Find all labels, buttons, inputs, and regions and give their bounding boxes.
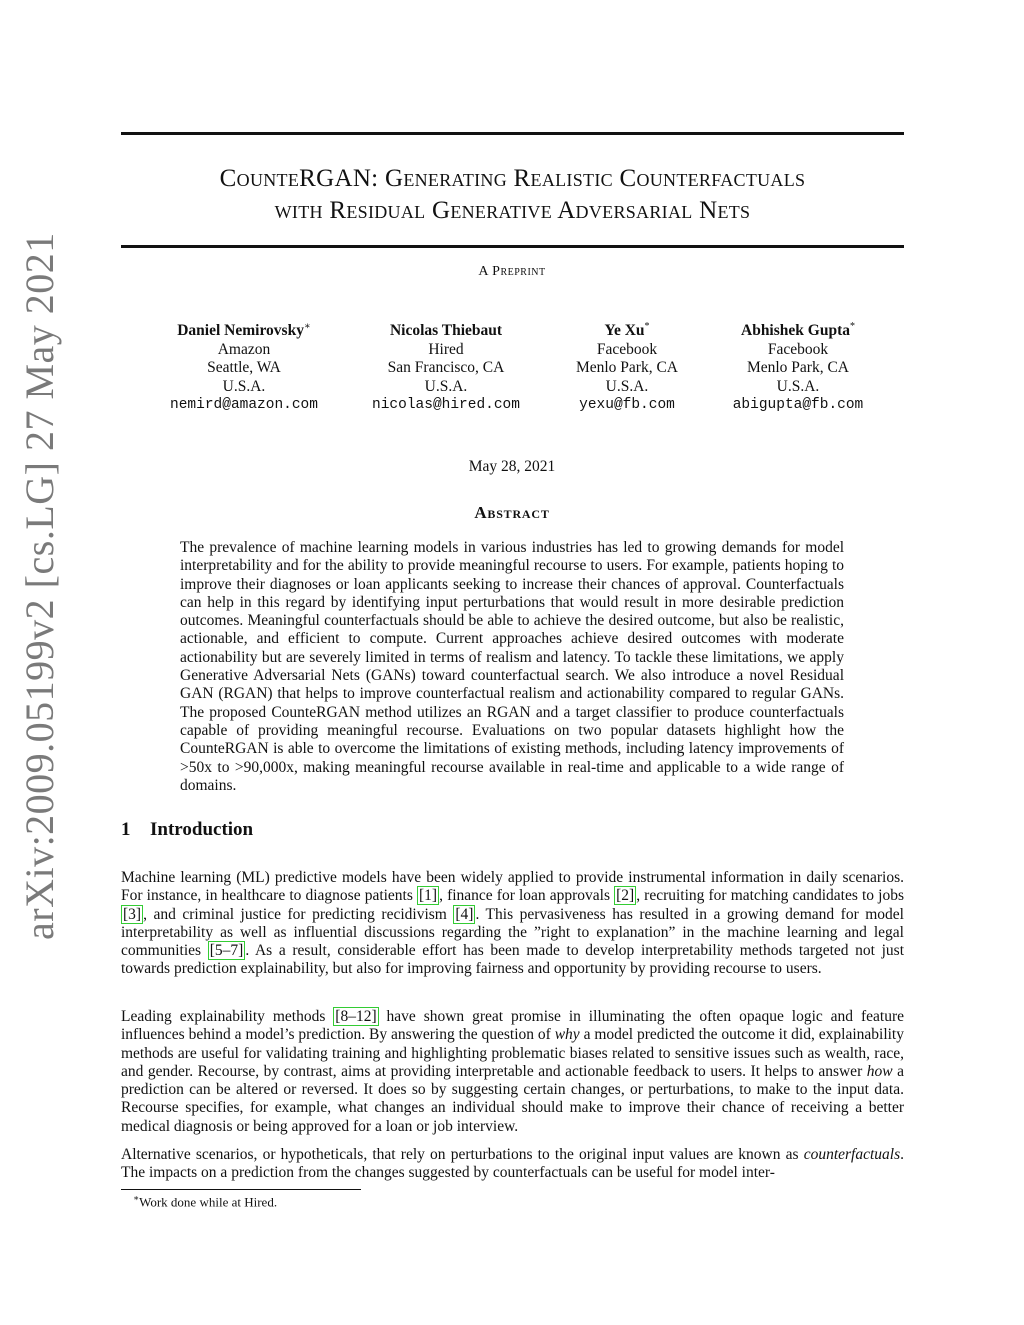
- paragraph: Machine learning (ML) predictive models have been widely applied to provide instrumental information in daily scenarios. For instance, in healthcare to diagnose patients [1] , finance for loan approvals [2] , recruiting for matching candidates to jobs [3] , and criminal justice for predicting recidivism [4] . This pervasiveness has resulted in a growing demand for model interpretability as well as influential discussions regarding the ”right to explanation” in the machine learning and legal communities [5–7] . As a result, considerable effort has been made to develop interpretability methods targeted not just towards prediction explainability, but also for improving fairness and opportunity by providing recourse to users.: [121, 869, 905, 978]
- paragraph: Alternative scenarios, or hypotheticals, that rely on perturbations to the original input values are known as counterfactuals. The impacts on a prediction from the changes suggested by counterfactuals can be useful for model inter-: [121, 1146, 904, 1182]
- citation-link[interactable]: [8–12]: [335, 1008, 377, 1025]
- abstract-text: The prevalence of machine learning models in various industries has led to growing demands for model interpretability and for the ability to provide meaningful recourse to users. For example, patients hoping to improve their diagnoses or loan applicants seeking to increase their chances of approval. Counterfactuals can help in this regard by identifying input perturbations that would result in more desirable prediction outcomes. Meaningful counterfactuals should be able to achieve the desired outcome, but also be realistic, actionable, and efficient to compute. Current approaches achieve desired outcomes with moderate actionability but are severely limited in terms of realism and latency. To tackle these limitations, we apply Generative Adversarial Nets (GANs) toward counterfactual search. We also introduce a novel Residual GAN (RGAN) that helps to improve counterfactual realism and actionability compared to regular GANs. The proposed CounteRGAN method utilizes an RGAN and a target classifier to produce counterfactuals capable of providing meaningful recourse. Evaluations on two popular datasets highlight how the CounteRGAN is able to overcome the limitations of existing methods, including latency improvements of >50x to >90,000x, making meaningful recourse available in real-time and applicable to a wide range of domains.: [180, 539, 844, 794]
- section-heading: [121, 819, 253, 841]
- citation-link[interactable]: [4]: [455, 905, 474, 923]
- citation-link[interactable]: [2]: [616, 887, 635, 905]
- author-email[interactable]: yexu@fb.com: [579, 397, 675, 414]
- citation-link[interactable]: [5–7]: [209, 942, 244, 960]
- arxiv-stamp: arXiv:2009.05199v2 [cs.LG] 27 May 2021: [17, 232, 62, 940]
- author-block: [0, 318, 1024, 418]
- author-email[interactable]: nemird@amazon.com: [170, 397, 318, 414]
- author-country: U.S.A.: [776, 377, 820, 395]
- author-name: Nicolas Thiebaut: [389, 322, 503, 340]
- publication-date: May 28, 2021: [468, 458, 556, 475]
- author-city: San Francisco, CA: [387, 359, 505, 377]
- title-line-2: with Residual Generative Adversarial Nets: [274, 197, 751, 224]
- author-city: Menlo Park, CA: [746, 359, 850, 377]
- title-line-1: CounteRGAN: Generating Realistic Counterfactuals: [219, 165, 806, 192]
- author-name: Ye Xu*: [604, 321, 650, 340]
- author: [527, 318, 727, 415]
- preprint-label: A Preprint: [478, 264, 546, 279]
- abstract-heading: Abstract: [474, 503, 550, 522]
- author-email[interactable]: abigupta@fb.com: [732, 397, 864, 414]
- author-country: U.S.A.: [222, 377, 266, 395]
- title-rule-bottom: [121, 245, 904, 248]
- author: [144, 318, 344, 415]
- author-city: Seattle, WA: [207, 359, 281, 377]
- author-country: U.S.A.: [424, 377, 468, 395]
- author: [346, 318, 546, 415]
- citation-link[interactable]: [3]: [123, 905, 142, 923]
- author-affiliation: Facebook: [767, 340, 829, 358]
- section-number: 1: [121, 819, 131, 840]
- author: [698, 318, 898, 415]
- author-affiliation: Amazon: [217, 340, 271, 358]
- title-rule-top: [121, 132, 904, 135]
- author-city: Menlo Park, CA: [575, 359, 679, 377]
- author-affiliation: Hired: [428, 340, 464, 358]
- citation-link[interactable]: [1]: [419, 887, 438, 905]
- footnote-rule: [121, 1189, 361, 1190]
- section-title: Introduction: [150, 819, 254, 840]
- author-country: U.S.A.: [605, 377, 649, 395]
- author-affiliation: Facebook: [596, 340, 658, 358]
- author-name: Abhishek Gupta*: [741, 321, 855, 340]
- footnote: ∗Work done while at Hired.: [133, 1193, 278, 1210]
- author-email[interactable]: nicolas@hired.com: [372, 397, 520, 414]
- author-name: Daniel Nemirovsky∗: [177, 321, 311, 340]
- paper-title: [121, 163, 904, 227]
- paragraph: Leading explainability methods [8–12] have shown great promise in illuminating the often opaque logic and feature influences behind a model’s prediction. By answering the question of why a model predicted the outcome it did, explainability methods are useful for validating training and highlighting problematic biases related to sensitive issues such as wealth, race, and gender. Recourse, by contrast, aims at providing interpretable and actionable feedback to users. It helps to answer how a prediction can be altered or reversed. It does so by suggesting certain changes, or perturbations, to make to the input data. Recourse specifies, for example, what changes an individual should make to improve their chance of receiving a better medical diagnosis or being approved for a loan or job interview.: [121, 1008, 904, 1135]
